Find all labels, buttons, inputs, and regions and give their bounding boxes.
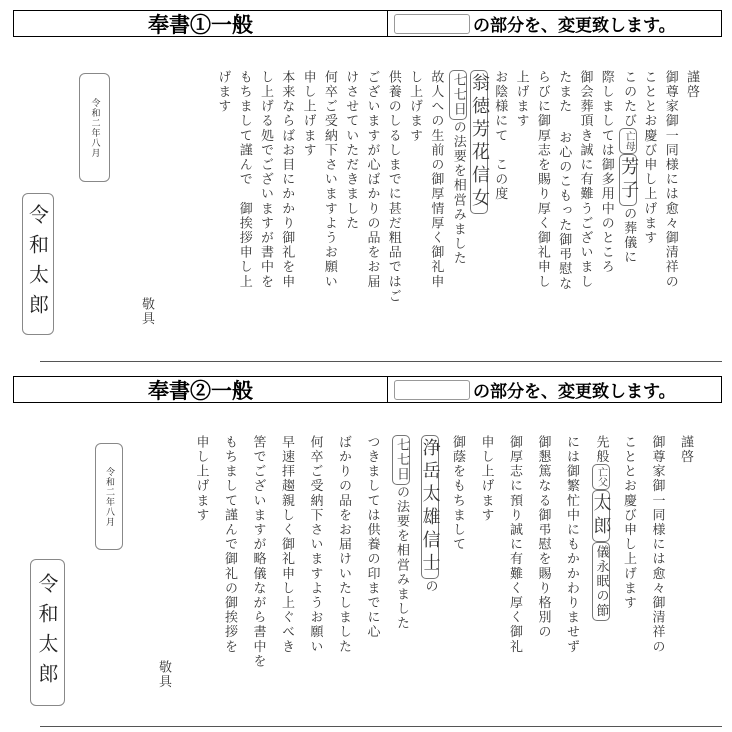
text-segment: ばかりの品をお届けいたしました — [336, 435, 351, 654]
text-column — [491, 70, 507, 201]
section-1-closing: 敬具 — [139, 297, 154, 327]
highlighted-field: 翁徳芳花信女 — [470, 70, 488, 214]
text-column — [342, 70, 358, 231]
section-2-sender: 令和太郎 — [30, 559, 65, 706]
text-segment: もちまして謹んで御礼の御挨拶を — [222, 435, 237, 654]
text-column — [321, 70, 337, 289]
text-segment: 御蔭をもちまして — [450, 435, 465, 552]
text-segment: 筈でございますが略儀ながら書中を — [250, 435, 266, 669]
highlighted-field: 七七日 — [392, 435, 410, 485]
section-2-notice — [388, 377, 721, 402]
placeholder-box — [394, 14, 470, 34]
text-segment: の葬儀に — [621, 206, 637, 265]
text-segment: らびに御厚志を賜り厚く御礼申し — [534, 70, 550, 289]
highlighted-field: 亡父 — [592, 464, 610, 490]
placeholder-box — [394, 380, 470, 400]
text-segment: 御厚志に預り誠に有難く厚く御礼 — [507, 435, 522, 654]
text-column — [427, 70, 443, 289]
text-segment: こととお慶び申し上げます — [641, 70, 657, 246]
text-column — [236, 70, 252, 289]
text-segment: 申し上げます — [478, 435, 494, 523]
text-column — [563, 435, 579, 654]
highlighted-field: 芳子 — [619, 154, 637, 206]
section-1-title: 奉書①一般 — [14, 11, 388, 36]
text-column — [620, 435, 636, 610]
text-segment: 早速拝趨親しく御礼申し上ぐべき — [279, 435, 294, 654]
text-column — [478, 435, 494, 523]
text-segment: けさせていただきました — [343, 70, 359, 231]
section-1-notice-text: の部分を、変更致します。 — [473, 16, 676, 36]
text-column — [278, 435, 294, 654]
text-segment: の法要を相営みました — [450, 119, 466, 266]
section-1-header — [13, 10, 722, 37]
text-column — [649, 435, 665, 654]
text-segment: 上げます — [513, 70, 529, 129]
text-column — [640, 70, 656, 245]
text-segment: し上げる処でございますが書中を — [258, 70, 273, 289]
text-column — [307, 435, 323, 654]
text-segment: 謹啓 — [678, 435, 693, 465]
text-segment: 申し上げます — [193, 435, 209, 523]
text-segment: 謹啓 — [684, 70, 699, 100]
text-segment: の — [422, 579, 438, 594]
text-column — [385, 70, 401, 304]
text-column — [335, 435, 351, 654]
text-segment: つきましては供養の印までに心 — [364, 435, 380, 640]
text-segment: 供養のしるしまでに甚だ粗品ではご — [385, 70, 401, 304]
text-segment: 御尊家御一同様には愈々御清祥の — [662, 70, 678, 289]
text-segment: には御繁忙中にもかかわりませず — [564, 435, 579, 654]
text-column — [406, 70, 422, 143]
text-segment: 本来ならばお目にかかり御礼を申 — [279, 70, 295, 289]
text-segment: の法要を相営みました — [394, 484, 409, 631]
section-2-closing: 敬具 — [156, 660, 171, 690]
text-segment: 御懇篤なる御弔慰を賜り格別の — [535, 435, 551, 640]
text-column — [392, 435, 410, 631]
text-column — [618, 70, 640, 265]
text-column — [470, 70, 488, 214]
divider — [40, 726, 722, 727]
text-segment: ございますが心ばかりの品をお届 — [364, 70, 380, 289]
text-column — [677, 435, 693, 464]
text-column — [421, 435, 439, 594]
text-segment: こととお慶び申し上げます — [621, 435, 636, 611]
text-segment: 何卒ご受納下さいますようお願い — [307, 435, 323, 654]
highlighted-field: 七七日 — [449, 70, 467, 120]
text-column — [598, 70, 614, 274]
text-segment: 際しましては御多用中のところ — [598, 70, 614, 275]
text-column — [250, 435, 266, 669]
text-column — [513, 70, 529, 128]
text-segment: たまた お心のこもった御弔慰な — [556, 70, 572, 291]
text-segment: 何卒ご受納下さいますようお願い — [321, 70, 337, 289]
highlighted-field: 儀永眠の節 — [592, 542, 610, 621]
text-column — [364, 435, 380, 639]
text-segment: 申し上げます — [300, 70, 316, 158]
section-2-header — [13, 376, 722, 403]
text-column — [535, 435, 551, 639]
text-column — [221, 435, 237, 654]
text-column — [364, 70, 380, 289]
text-segment: 先般 — [593, 435, 609, 465]
text-segment: 御会葬頂き誠に有難うございまし — [577, 70, 593, 289]
divider — [40, 361, 722, 362]
section-1-date: 令和二年八月 — [79, 73, 110, 182]
text-column — [214, 70, 230, 114]
highlighted-field: 亡母 — [619, 128, 637, 154]
section-1-sender: 令和太郎 — [22, 193, 54, 335]
section-2-title: 奉書②一般 — [14, 377, 388, 402]
text-column — [534, 70, 550, 289]
highlighted-field: 太郎 — [592, 490, 610, 542]
text-segment: 故人への生前の御厚情厚く御礼申 — [428, 70, 444, 289]
text-segment: し上げます — [407, 70, 423, 143]
text-column — [300, 70, 316, 158]
section-1-notice — [388, 11, 721, 36]
text-column — [278, 70, 294, 289]
text-column — [577, 70, 593, 289]
text-segment: げます — [215, 70, 231, 114]
text-segment: このたび — [621, 70, 637, 129]
text-segment: 御尊家御一同様には愈々御清祥の — [649, 435, 665, 654]
text-column — [555, 70, 571, 291]
text-column — [193, 435, 209, 523]
text-column — [449, 435, 465, 552]
text-column — [506, 435, 522, 654]
text-column — [683, 70, 699, 99]
text-column — [257, 70, 273, 289]
section-2-notice-text: の部分を、変更致します。 — [473, 382, 676, 402]
section-2-date: 令和二年八月 — [95, 443, 123, 550]
text-segment: お陰様にて この度 — [492, 70, 508, 202]
highlighted-field: 浄岳太雄信士 — [421, 435, 439, 579]
text-segment: もちまして謹んで 御挨拶申し上 — [236, 70, 252, 289]
text-column — [449, 70, 467, 266]
text-column — [662, 70, 678, 289]
text-column — [592, 435, 610, 621]
